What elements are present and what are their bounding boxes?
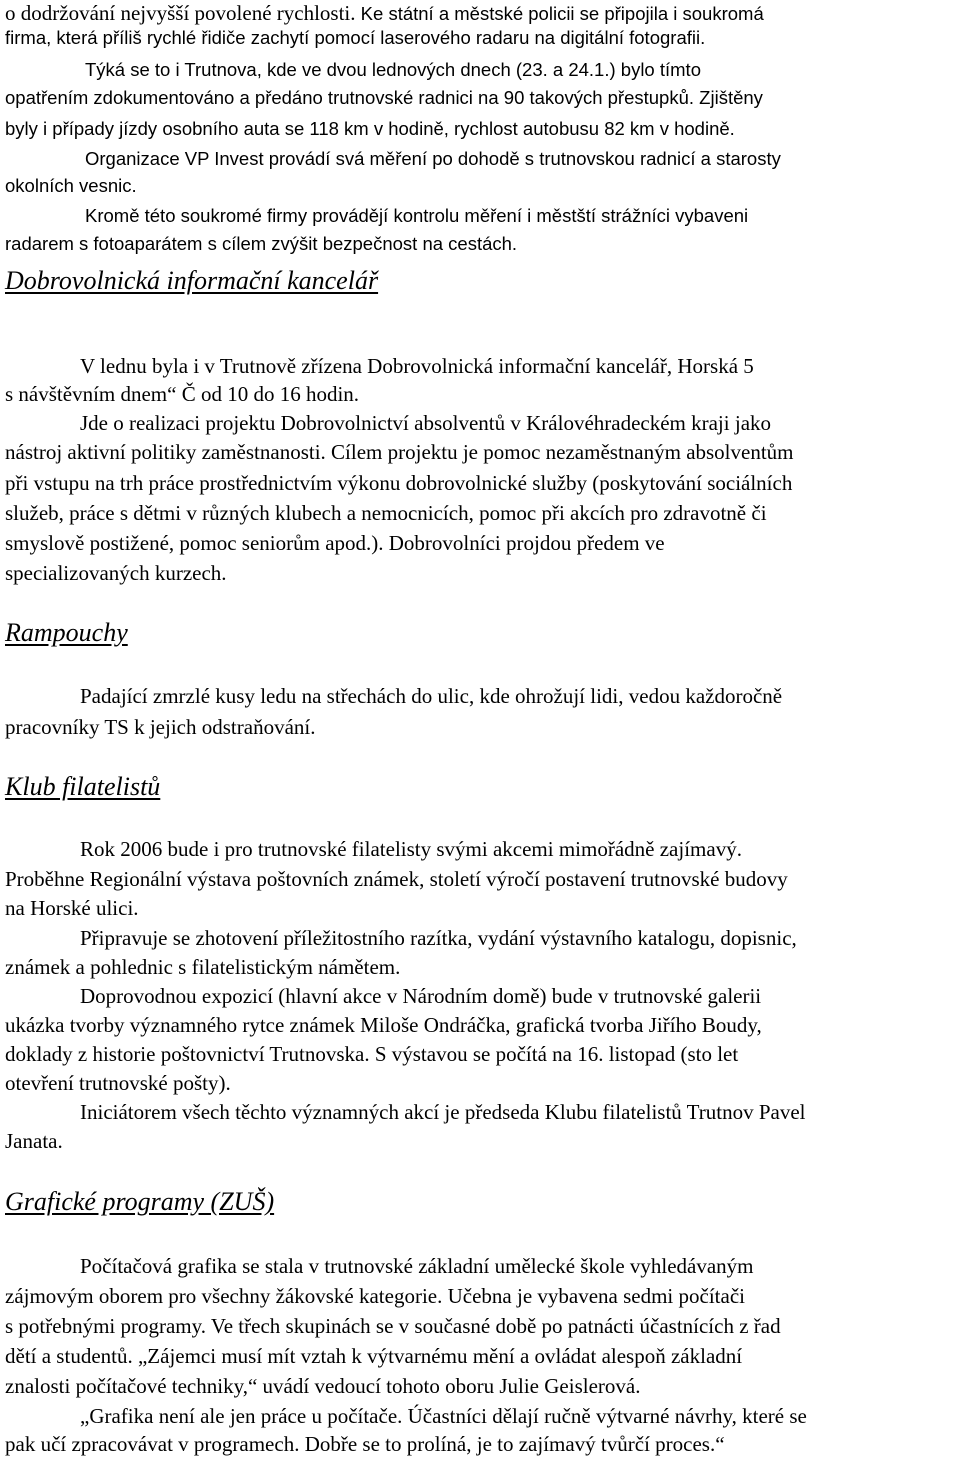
text-line: „Grafika není ale jen práce u počítače. Účastníci dělají ručně výtvarné návrhy, které se: [80, 1404, 807, 1428]
text-line: Iniciátorem všech těchto významných akcí je předseda Klubu filatelistů Trutnov Pavel: [80, 1100, 806, 1124]
text-line: Proběhne Regionální výstava poštovních známek, století výročí postavení trutnovské budovy: [5, 867, 788, 891]
text-line: při vstupu na trh práce prostřednictvím výkonu dobrovolnické služby (poskytování sociálních: [5, 471, 793, 495]
text-line: Kromě této soukromé firmy provádějí kontrolu měření i městští strážníci vybaveni: [85, 205, 749, 226]
text-line: s návštěvním dnem“ Č od 10 do 16 hodin.: [5, 382, 360, 406]
text-line: Organizace VP Invest provádí svá měření po dohodě s trutnovskou radnicí a starosty: [85, 148, 781, 169]
text-line: smyslově postižené, pomoc seniorům apod.). Dobrovolníci projdou předem ve: [5, 531, 665, 555]
text-line: opatřením zdokumentováno a předáno trutnovské radnici na 90 takových přestupků. Zjištěny: [5, 87, 763, 108]
section-heading: Grafické programy (ZUŠ): [5, 1187, 275, 1216]
text-line: V lednu byla i v Trutnově zřízena Dobrovolnická informační kancelář, Horská 5: [80, 354, 754, 378]
section-heading: Klub filatelistů: [5, 772, 161, 801]
text-line: otevření trutnovské pošty).: [5, 1071, 231, 1095]
text-line: znalosti počítačové techniky,“ uvádí vedoucí tohoto oboru Julie Geislerová.: [5, 1374, 641, 1398]
text-line: pak učí zpracovávat v programech. Dobře se to prolíná, je to zajímavý tvůrčí proces.“: [5, 1432, 725, 1456]
text-line: Rok 2006 bude i pro trutnovské filatelisty svými akcemi mimořádně zajímavý.: [80, 837, 742, 861]
text-line: specializovaných kurzech.: [5, 561, 227, 585]
text-line: Počítačová grafika se stala v trutnovské základní umělecké škole vyhledávaným: [80, 1254, 754, 1278]
section-heading: Rampouchy: [5, 618, 128, 647]
text-line: Týká se to i Trutnova, kde ve dvou lednových dnech (23. a 24.1.) bylo tímto: [85, 59, 701, 80]
text-line: ukázka tvorby významného rytce známek Miloše Ondráčka, grafická tvorba Jiřího Boudy,: [5, 1013, 762, 1037]
text-line: Doprovodnou expozicí (hlavní akce v Národním domě) bude v trutnovské galerii: [80, 984, 762, 1008]
text-line: zájmovým oborem pro všechny žákovské kategorie. Učebna je vybavena sedmi počítači: [5, 1284, 745, 1308]
text-line: s potřebnými programy. Ve třech skupinách se v současné době po patnácti účastnících z řad: [5, 1314, 781, 1338]
text-line: radarem s fotoaparátem s cílem zvýšit bezpečnost na cestách.: [5, 233, 518, 254]
text-line: služeb, práce s dětmi v různých klubech a nemocnicích, pomoc při akcích pro zdravotně či: [5, 501, 767, 525]
section-heading: Dobrovolnická informační kancelář: [5, 266, 379, 295]
text-line: okolních vesnic.: [5, 175, 137, 196]
text-line: pracovníky TS k jejich odstraňování.: [5, 715, 316, 739]
text-line: Připravuje se zhotovení příležitostního razítka, vydání výstavního katalogu, dopisnic,: [80, 926, 797, 950]
text-line: dětí a studentů. „Zájemci musí mít vztah k výtvarnému mění a ovládat alespoň základní: [5, 1344, 743, 1368]
text-line: na Horské ulici.: [5, 896, 139, 920]
text-line: byly i případy jízdy osobního auta se 118 km v hodině, rychlost autobusu 82 km v hodině.: [5, 118, 735, 139]
text-line: o dodržování nejvyšší povolené rychlosti. Ke státní a městské policii se připojila i soukromá: [5, 1, 764, 25]
text-line: Janata.: [5, 1129, 63, 1153]
text-line: známek a pohlednic s filatelistickým námětem.: [5, 955, 401, 979]
text-line: nástroj aktivní politiky zaměstnanosti. Cílem projektu je pomoc nezaměstnaným absolventům: [5, 440, 794, 464]
text-line: firma, která příliš rychlé řidiče zachytí pomocí laserového radaru na digitální fotografii.: [5, 27, 706, 48]
text-line: Jde o realizaci projektu Dobrovolnictví absolventů v Královéhradeckém kraji jako: [80, 411, 772, 435]
text-line: Padající zmrzlé kusy ledu na střechách do ulic, kde ohrožují lidi, vedou každoročně: [80, 684, 783, 708]
text-line: doklady z historie poštovnictví Trutnovska. S výstavou se počítá na 16. listopad (sto let: [5, 1042, 739, 1066]
